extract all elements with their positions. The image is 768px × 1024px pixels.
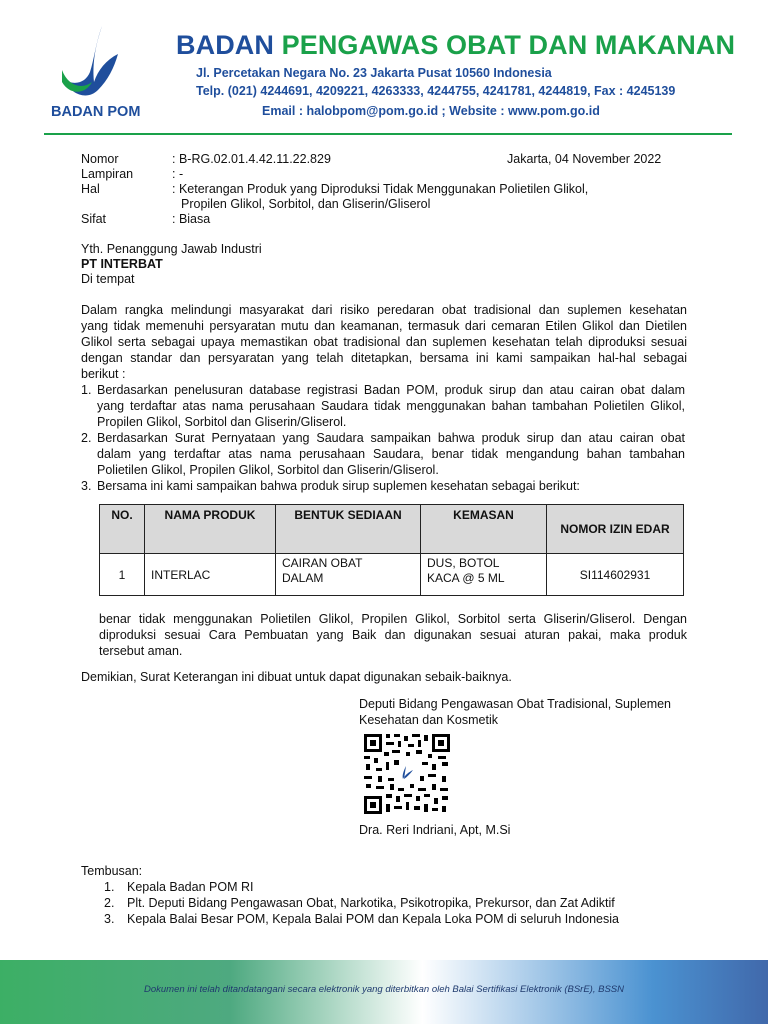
after-table-line: benar tidak menggunakan Polietilen Glikol, Propilen Glikol, Sorbitol serta Gliserin/Gliserol. Dengan xyxy=(99,612,687,626)
list-item xyxy=(81,478,687,494)
cc-item: Kepala Balai Besar POM, Kepala Balai POM dan Kepala Loka POM di seluruh Indonesia xyxy=(127,912,619,926)
list-line: Berdasarkan Surat Pernyataan yang Saudara sampaikan bahwa produk sirup dan atau cairan obat xyxy=(97,431,685,445)
intro-line: yang tidak memenuhi persyaratan mutu dan keamanan, termasuk dari cemaran Etilen Glikol dan Dietilen xyxy=(81,319,687,333)
badan-pom-logo-icon xyxy=(58,24,130,104)
agency-address: Jl. Percetakan Negara No. 23 Jakarta Pusat 10560 Indonesia xyxy=(196,66,552,80)
logo-text: BADAN POM xyxy=(51,104,141,120)
intro-line: Glikol serta sebagai upaya memastikan obat tradisional dan suplemen kesehatan telah diproduksi sesuai xyxy=(81,335,687,349)
cc-item-number: 3. xyxy=(104,912,115,926)
cell-kemasan-line1: DUS, BOTOL xyxy=(427,556,500,570)
intro-line: Dalam rangka melindungi masyarakat dari risiko peredaran obat tradisional dan suplemen kesehatan xyxy=(81,303,687,317)
list-item-text xyxy=(97,382,685,430)
agency-title xyxy=(176,30,735,61)
recipient-line3: Di tempat xyxy=(81,272,135,286)
cc-item: Kepala Badan POM RI xyxy=(127,880,254,894)
field-hal-value: : Keterangan Produk yang Diproduksi Tidak Menggunakan Polietilen Glikol, xyxy=(172,182,589,196)
list-item-number: 3. xyxy=(81,479,92,493)
cell-bentuk-line1: CAIRAN OBAT xyxy=(282,556,363,570)
closing-text: Demikian, Surat Keterangan ini dibuat untuk dapat digunakan sebaik-baiknya. xyxy=(81,670,512,684)
cell-kemasan-line2: KACA @ 5 ML xyxy=(427,571,505,585)
cell-bentuk-line2: DALAM xyxy=(282,571,324,585)
agency-title-part2: PENGAWAS OBAT DAN MAKANAN xyxy=(281,30,736,60)
intro-line: berikut : xyxy=(81,367,126,381)
cc-label: Tembusan: xyxy=(81,864,143,878)
list-line: Berdasarkan penelusuran database registrasi Badan POM, produk sirup dan atau cairan obat dalam xyxy=(97,383,685,397)
cell-kemasan xyxy=(421,554,547,596)
list-item-text xyxy=(97,430,685,478)
agency-phone: Telp. (021) 4244691, 4209221, 4263333, 4244755, 4241781, 4244819, Fax : 4245139 xyxy=(196,84,676,98)
signer-name: Dra. Reri Indriani, Apt, M.Si xyxy=(359,823,511,837)
cc-item-number: 1. xyxy=(104,880,115,894)
cell-nie: SI114602931 xyxy=(547,554,684,596)
recipient-company: PT INTERBAT xyxy=(81,257,163,271)
place-date: Jakarta, 04 November 2022 xyxy=(507,152,662,166)
table-header-row xyxy=(100,505,684,554)
after-table-paragraph xyxy=(99,611,687,659)
points-list xyxy=(81,382,687,494)
field-nomor-label: Nomor xyxy=(81,152,119,166)
after-table-line: tersebut aman. xyxy=(99,644,183,658)
footer-note: Dokumen ini telah ditandatangani secara elektronik yang diterbitkan oleh Balai Sertifikasi Elektronik (BSrE), BSSN xyxy=(144,984,624,995)
letterhead-divider xyxy=(44,133,732,135)
list-item xyxy=(81,430,687,478)
field-hal-value-line2: Propilen Glikol, Sorbitol, dan Gliserin/Gliserol xyxy=(181,197,431,211)
field-lampiran-label: Lampiran xyxy=(81,167,134,181)
cell-no: 1 xyxy=(100,554,145,596)
intro-line: dengan standar dan persyaratan yang telah ditetapkan, bersama ini kami sampaikan hal-hal sebagai xyxy=(81,351,687,365)
field-lampiran-value: : - xyxy=(172,167,184,181)
field-hal-label: Hal xyxy=(81,182,100,196)
table-row xyxy=(100,554,684,596)
list-item-text xyxy=(97,478,685,494)
list-line: Bersama ini kami sampaikan bahwa produk sirup suplemen kesehatan sebagai berikut: xyxy=(97,479,580,493)
list-line: yang terdaftar atas nama perusahaan Saudara tidak menggunakan bahan tambahan Polietilen Glikol, xyxy=(97,399,685,413)
qr-code-icon xyxy=(362,732,452,816)
list-item xyxy=(81,382,687,430)
col-header-kemasan: KEMASAN xyxy=(421,505,547,554)
signer-position-line1: Deputi Bidang Pengawasan Obat Tradisional, Suplemen xyxy=(359,697,672,711)
col-header-nie: NOMOR IZIN EDAR xyxy=(547,505,684,554)
field-nomor-value: : B-RG.02.01.4.42.11.22.829 xyxy=(172,152,331,166)
field-sifat-label: Sifat xyxy=(81,212,107,226)
after-table-line: diproduksi sesuai Cara Pembuatan yang Baik dan digunakan sesuai aturan pakai, maka produk xyxy=(99,628,687,642)
product-table xyxy=(99,504,684,596)
col-header-nama: NAMA PRODUK xyxy=(145,505,276,554)
signer-position-line2: Kesehatan dan Kosmetik xyxy=(359,713,498,727)
cell-nama: INTERLAC xyxy=(145,554,276,596)
recipient-line1: Yth. Penanggung Jawab Industri xyxy=(81,242,262,256)
list-item-number: 1. xyxy=(81,383,92,397)
list-line: Propilen Glikol, Sorbitol dan Gliserin/Gliserol. xyxy=(97,415,347,429)
cc-item: Plt. Deputi Bidang Pengawasan Obat, Narkotika, Psikotropika, Prekursor, dan Zat Adiktif xyxy=(127,896,615,910)
col-header-bentuk: BENTUK SEDIAAN xyxy=(276,505,421,554)
field-sifat-value: : Biasa xyxy=(172,212,211,226)
agency-contact: Email : halobpom@pom.go.id ; Website : www.pom.go.id xyxy=(262,104,600,118)
col-header-no: NO. xyxy=(100,505,145,554)
intro-paragraph xyxy=(81,302,687,382)
list-line: dalam yang terdaftar atas nama perusahaan Saudara, benar tidak mengandung bahan tambahan xyxy=(97,447,685,461)
agency-title-part1: BADAN xyxy=(176,30,274,60)
cc-item-number: 2. xyxy=(104,896,115,910)
list-item-number: 2. xyxy=(81,431,92,445)
cell-bentuk xyxy=(276,554,421,596)
list-line: Polietilen Glikol, Propilen Glikol, Sorbitol dan Gliserin/Gliserol. xyxy=(97,463,439,477)
